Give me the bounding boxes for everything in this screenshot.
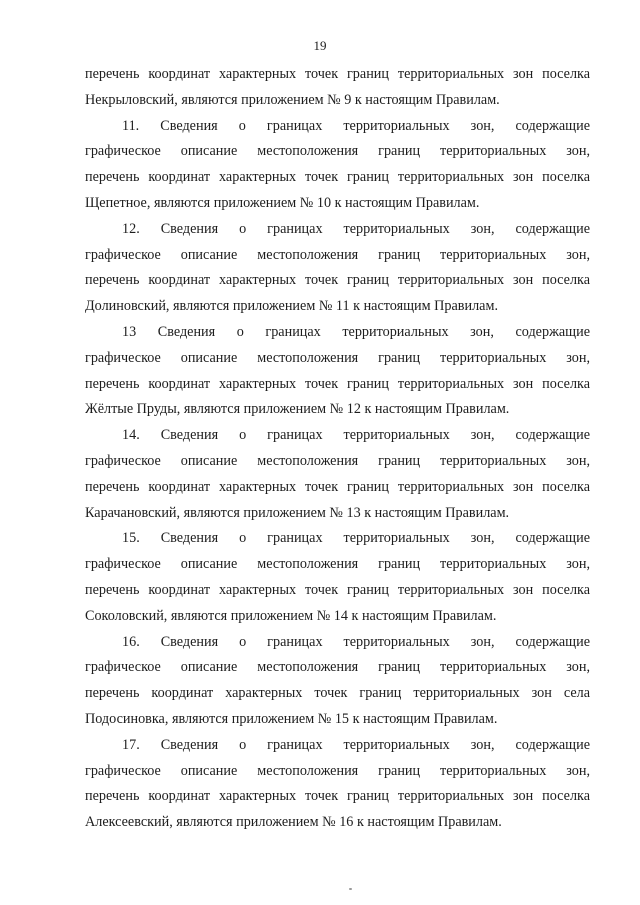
paragraph-start-12: 12. Сведения о границах территориальных зон, содержащие [122,220,590,237]
text-line: перечень координат характерных точек границ территориальных зон села [85,685,590,702]
text-line: перечень координат характерных точек границ территориальных зон поселка [85,581,590,598]
paragraph-start-14: 14. Сведения о границах территориальных зон, содержащие [122,427,590,444]
text-line: перечень координат характерных точек границ территориальных зон поселка [85,66,590,82]
text-line: перечень координат характерных точек границ территориальных зон поселка [85,788,590,805]
text-line: графическое описание местоположения границ территориальных зон, [85,246,590,263]
text-line: Долиновский, являются приложением № 11 к настоящим Правилам. [85,298,498,315]
text-line: перечень координат характерных точек границ территориальных зон поселка [85,169,590,186]
text-line: перечень координат характерных точек границ территориальных зон поселка [85,478,590,495]
text-line: графическое описание местоположения границ территориальных зон, [85,762,590,779]
text-line: Некрыловский, являются приложением № 9 к настоящим Правилам. [85,91,500,108]
page-number: 19 [313,38,327,53]
text-line: графическое описание местоположения границ территориальных зон, [85,556,590,573]
text-line: перечень координат характерных точек границ территориальных зон поселка [85,375,590,392]
paragraph-start-11: 11. Сведения о границах территориальных зон, содержащие [122,117,590,134]
text-line: перечень координат характерных точек границ территориальных зон поселка [85,272,590,289]
text-line: графическое описание местоположения границ территориальных зон, [85,349,590,366]
text-line: Подосиновка, являются приложением № 15 к настоящим Правилам. [85,710,498,727]
paragraph-start-13: 13 Сведения о границах территориальных зон, содержащие [122,323,590,340]
paragraph-start-15: 15. Сведения о границах территориальных зон, содержащие [122,530,590,547]
text-line: Карачановский, являются приложением № 13 к настоящим Правилам. [85,504,510,521]
text-line: Щепетное, являются приложением № 10 к настоящим Правилам. [85,194,480,211]
scan-speck [349,888,352,890]
paragraph-start-17: 17. Сведения о границах территориальных зон, содержащие [122,736,590,753]
text-line: Алексеевский, являются приложением № 16 к настоящим Правилам. [85,814,502,831]
text-line: Соколовский, являются приложением № 14 к настоящим Правилам. [85,607,497,624]
paragraph-start-16: 16. Сведения о границах территориальных зон, содержащие [122,633,590,650]
document-body [85,66,590,840]
text-line: графическое описание местоположения границ территориальных зон, [85,452,590,469]
text-line: графическое описание местоположения границ территориальных зон, [85,143,590,160]
text-line: графическое описание местоположения границ территориальных зон, [85,659,590,676]
text-line: Жёлтые Пруды, являются приложением № 12 к настоящим Правилам. [85,401,510,418]
